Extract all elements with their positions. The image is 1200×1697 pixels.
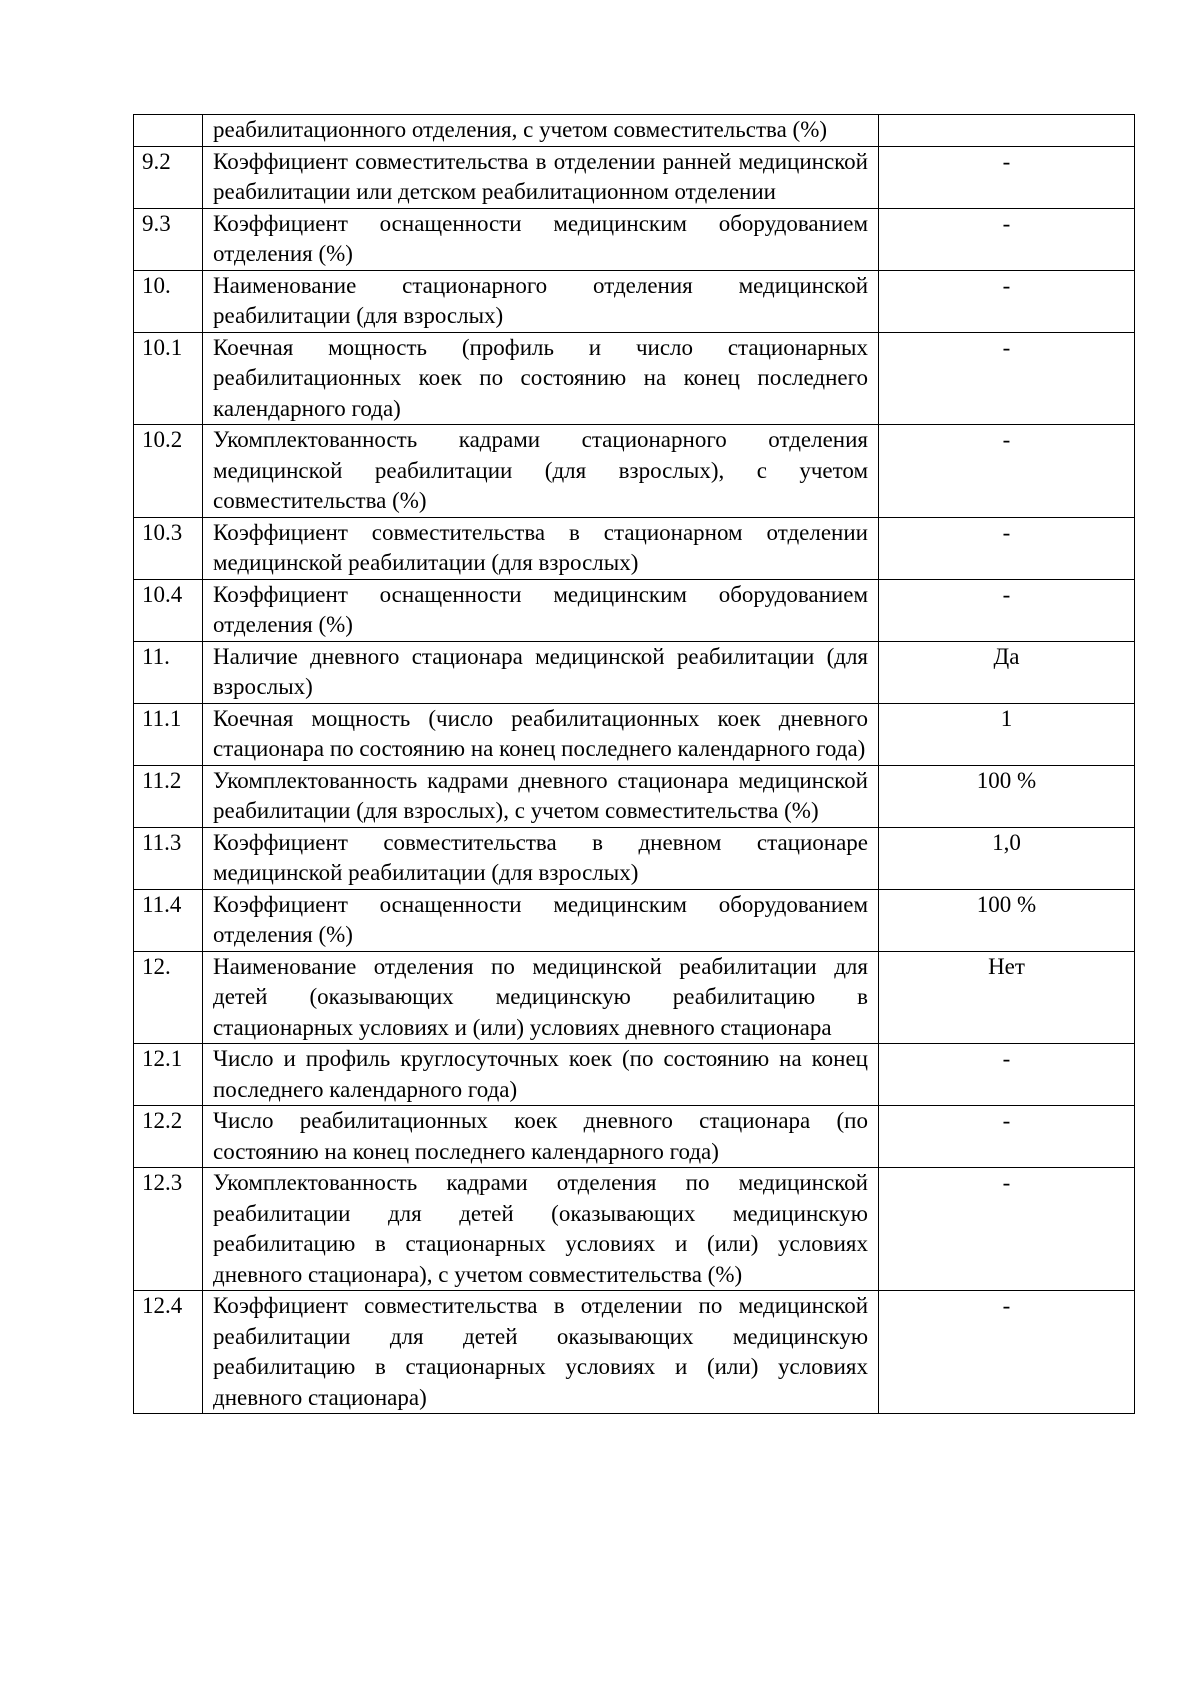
indicator-value-cell: Да: [879, 641, 1135, 703]
indicator-name-cell: Укомплектованность кадрами стационарного отделения медицинской реабилитации (для взрослых), с учетом совместительства (%): [203, 425, 879, 518]
row-number-cell: 9.3: [134, 208, 203, 270]
indicator-name-cell: Коэффициент совместительства в стационарном отделении медицинской реабилитации (для взрослых): [203, 517, 879, 579]
indicator-value-cell: 100 %: [879, 765, 1135, 827]
row-number-cell: 12.1: [134, 1044, 203, 1106]
indicator-name-cell: Укомплектованность кадрами отделения по медицинской реабилитации для детей (оказывающих медицинскую реабилитацию в стационарных условиях и (или) условиях дневного стационара), с учетом совместительства (%): [203, 1168, 879, 1291]
row-number-cell: 11.: [134, 641, 203, 703]
indicator-name-cell: Коэффициент оснащенности медицинским оборудованием отделения (%): [203, 579, 879, 641]
indicator-name-cell: Коэффициент оснащенности медицинским оборудованием отделения (%): [203, 889, 879, 951]
table-row: [134, 425, 1135, 518]
indicator-value-cell: -: [879, 270, 1135, 332]
row-number-cell: 11.1: [134, 703, 203, 765]
row-number-cell: 10.: [134, 270, 203, 332]
indicator-name-cell: Коечная мощность (число реабилитационных коек дневного стационара по состоянию на конец последнего календарного года): [203, 703, 879, 765]
table-row: [134, 1168, 1135, 1291]
indicator-value-cell: -: [879, 1168, 1135, 1291]
indicator-name-cell: Укомплектованность кадрами дневного стационара медицинской реабилитации (для взрослых), с учетом совместительства (%): [203, 765, 879, 827]
indicator-value-cell: -: [879, 1106, 1135, 1168]
indicator-value-cell: -: [879, 208, 1135, 270]
indicator-value-cell: -: [879, 332, 1135, 425]
table-row: [134, 208, 1135, 270]
indicator-name-cell: Число и профиль круглосуточных коек (по состоянию на конец последнего календарного года): [203, 1044, 879, 1106]
row-number-cell: 12.: [134, 951, 203, 1044]
indicator-value-cell: [879, 115, 1135, 147]
indicators-table-body: [134, 115, 1135, 1414]
table-row: [134, 1291, 1135, 1414]
indicator-value-cell: -: [879, 425, 1135, 518]
indicator-name-cell: Коэффициент совместительства в отделении ранней медицинской реабилитации или детском реабилитационном отделении: [203, 146, 879, 208]
table-row: [134, 270, 1135, 332]
indicator-value-cell: -: [879, 517, 1135, 579]
row-number-cell: 10.2: [134, 425, 203, 518]
row-number-cell: 11.3: [134, 827, 203, 889]
row-number-cell: 12.4: [134, 1291, 203, 1414]
indicator-name-cell: Коэффициент оснащенности медицинским оборудованием отделения (%): [203, 208, 879, 270]
indicator-value-cell: -: [879, 1291, 1135, 1414]
table-row: [134, 146, 1135, 208]
row-number-cell: 11.4: [134, 889, 203, 951]
table-row: [134, 641, 1135, 703]
indicator-name-cell: реабилитационного отделения, с учетом совместительства (%): [203, 115, 879, 147]
row-number-cell: 11.2: [134, 765, 203, 827]
table-row: [134, 579, 1135, 641]
indicators-table: [133, 114, 1135, 1414]
table-row: [134, 951, 1135, 1044]
row-number-cell: 9.2: [134, 146, 203, 208]
table-row: [134, 115, 1135, 147]
indicator-value-cell: -: [879, 579, 1135, 641]
indicator-name-cell: Коэффициент совместительства в отделении по медицинской реабилитации для детей оказывающих медицинскую реабилитацию в стационарных условиях и (или) условиях дневного стационара): [203, 1291, 879, 1414]
indicator-name-cell: Коэффициент совместительства в дневном стационаре медицинской реабилитации (для взрослых): [203, 827, 879, 889]
table-row: [134, 827, 1135, 889]
row-number-cell: 12.3: [134, 1168, 203, 1291]
row-number-cell: 10.4: [134, 579, 203, 641]
indicator-name-cell: Наименование стационарного отделения медицинской реабилитации (для взрослых): [203, 270, 879, 332]
indicator-value-cell: -: [879, 1044, 1135, 1106]
table-row: [134, 1044, 1135, 1106]
table-row: [134, 517, 1135, 579]
row-number-cell: 10.3: [134, 517, 203, 579]
indicator-value-cell: 100 %: [879, 889, 1135, 951]
indicator-name-cell: Наименование отделения по медицинской реабилитации для детей (оказывающих медицинскую реабилитацию в стационарных условиях и (или) условиях дневного стационара: [203, 951, 879, 1044]
row-number-cell: [134, 115, 203, 147]
indicator-value-cell: 1: [879, 703, 1135, 765]
table-row: [134, 765, 1135, 827]
table-row: [134, 332, 1135, 425]
table-row: [134, 889, 1135, 951]
row-number-cell: 12.2: [134, 1106, 203, 1168]
indicator-name-cell: Коечная мощность (профиль и число стационарных реабилитационных коек по состоянию на конец последнего календарного года): [203, 332, 879, 425]
indicator-name-cell: Наличие дневного стационара медицинской реабилитации (для взрослых): [203, 641, 879, 703]
table-row: [134, 703, 1135, 765]
table-row: [134, 1106, 1135, 1168]
row-number-cell: 10.1: [134, 332, 203, 425]
indicator-value-cell: 1,0: [879, 827, 1135, 889]
indicator-value-cell: Нет: [879, 951, 1135, 1044]
indicator-value-cell: -: [879, 146, 1135, 208]
indicator-name-cell: Число реабилитационных коек дневного стационара (по состоянию на конец последнего календарного года): [203, 1106, 879, 1168]
